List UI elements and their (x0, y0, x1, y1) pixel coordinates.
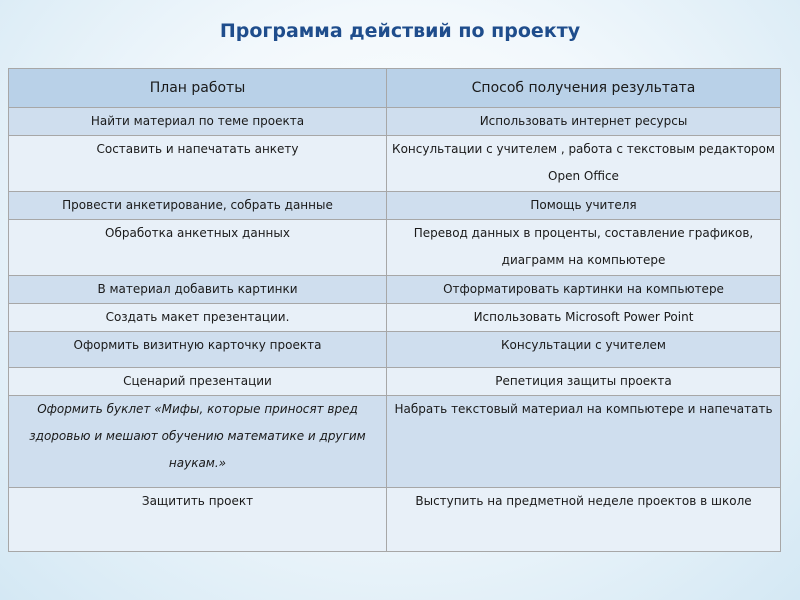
table-row (9, 304, 781, 332)
table-row (9, 136, 781, 192)
table-row (9, 368, 781, 396)
plan-cell: Составить и напечатать анкету (9, 136, 387, 192)
table-row (9, 192, 781, 220)
plan-cell: Провести анкетирование, собрать данные (9, 192, 387, 220)
table-row (9, 276, 781, 304)
plan-cell: Защитить проект (9, 488, 387, 552)
method-cell: Использовать Microsoft Power Point (387, 304, 781, 332)
method-cell: Консультации с учителем (387, 332, 781, 368)
method-cell: Перевод данных в проценты, составление графиков, диаграмм на компьютере (387, 220, 781, 276)
method-cell: Выступить на предметной неделе проектов в школе (387, 488, 781, 552)
plan-cell: Сценарий презентации (9, 368, 387, 396)
plan-cell: Оформить визитную карточку проекта (9, 332, 387, 368)
table-row (9, 332, 781, 368)
table-header-row (9, 69, 781, 108)
table-row (9, 220, 781, 276)
method-cell: Консультации с учителем , работа с текстовым редактором Open Office (387, 136, 781, 192)
method-cell: Отформатировать картинки на компьютере (387, 276, 781, 304)
table-row (9, 396, 781, 488)
method-cell: Репетиция защиты проекта (387, 368, 781, 396)
method-cell: Набрать текстовый материал на компьютере и напечатать (387, 396, 781, 488)
plan-cell: В материал добавить картинки (9, 276, 387, 304)
table-row (9, 488, 781, 552)
plan-cell: Обработка анкетных данных (9, 220, 387, 276)
project-plan-table (8, 68, 781, 552)
plan-cell: Найти материал по теме проекта (9, 108, 387, 136)
page-title: Программа действий по проекту (219, 20, 581, 42)
plan-cell: Оформить буклет «Мифы, которые приносят вред здоровью и мешают обучению математике и другим наукам.» (9, 396, 387, 488)
table-row (9, 108, 781, 136)
column-header-method: Способ получения результата (387, 69, 781, 108)
column-header-plan: План работы (9, 69, 387, 108)
method-cell: Помощь учителя (387, 192, 781, 220)
method-cell: Использовать интернет ресурсы (387, 108, 781, 136)
plan-cell: Создать макет презентации. (9, 304, 387, 332)
